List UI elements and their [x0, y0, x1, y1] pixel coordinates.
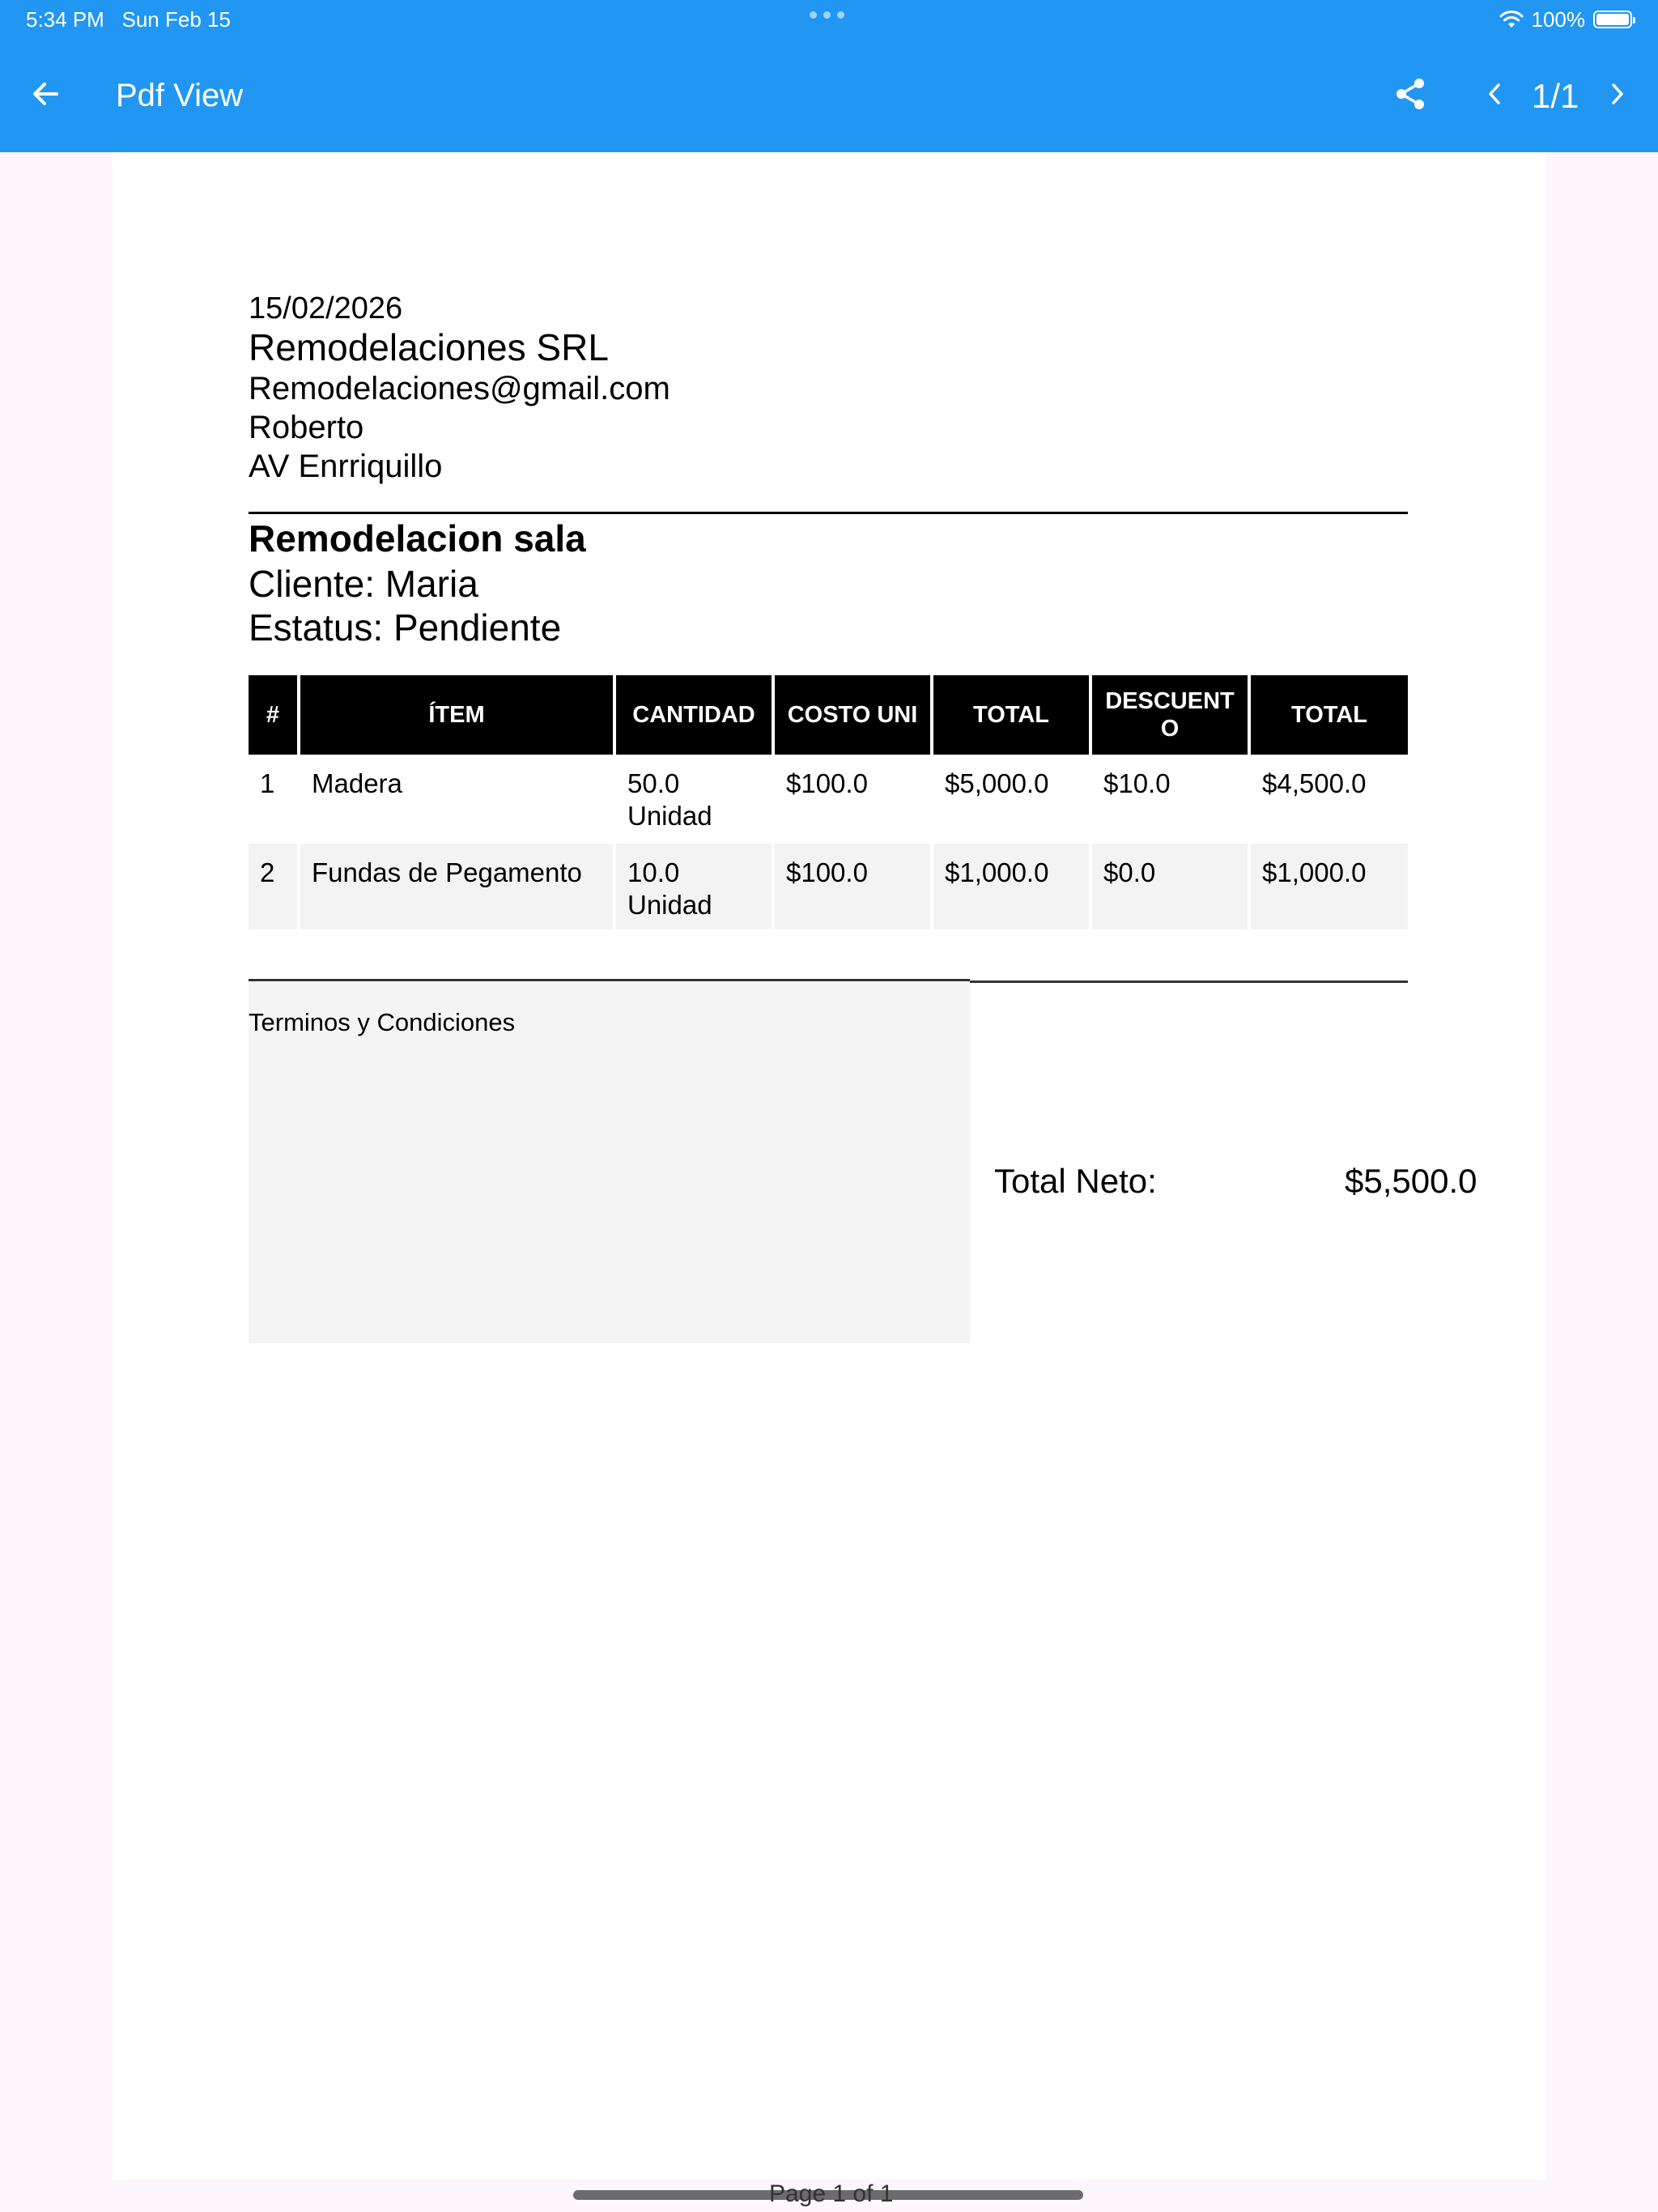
- invoice-date: 15/02/2026: [249, 291, 403, 325]
- column-header-total: TOTAL: [932, 675, 1090, 755]
- table-header-row: [249, 675, 1408, 755]
- cell-quantity: 10.0 Unidad: [614, 844, 773, 929]
- pdf-page[interactable]: [113, 152, 1545, 2180]
- page-title: Pdf View: [116, 78, 244, 113]
- column-header-total-net: TOTAL: [1249, 675, 1408, 755]
- column-header-item: ÍTEM: [299, 675, 614, 755]
- page-footer: Page 1 of 1: [769, 2180, 894, 2207]
- back-arrow-icon: [29, 78, 62, 110]
- status-date: Sun Feb 15: [121, 7, 231, 32]
- cell-item: Fundas de Pegamento: [299, 844, 614, 929]
- battery-percent: 100%: [1531, 7, 1585, 32]
- cell-total: $5,000.0: [932, 755, 1090, 844]
- items-table: [249, 675, 1408, 929]
- cell-unit-cost: $100.0: [773, 755, 932, 844]
- cell-discount: $0.0: [1090, 844, 1249, 929]
- back-button[interactable]: [24, 73, 66, 115]
- status-time: 5:34 PM: [26, 7, 104, 32]
- cell-total-net: $1,000.0: [1249, 844, 1408, 929]
- cell-total-net: $4,500.0: [1249, 755, 1408, 844]
- contact-name: Roberto: [249, 410, 364, 445]
- next-page-button[interactable]: [1601, 74, 1634, 113]
- cell-item: Madera: [299, 755, 614, 844]
- column-header-number: #: [249, 675, 299, 755]
- chevron-left-icon: [1486, 80, 1503, 108]
- cell-discount: $10.0: [1090, 755, 1249, 844]
- total-label: Total Neto:: [994, 1162, 1157, 1200]
- share-icon: [1392, 76, 1428, 112]
- status-bar-right: [1499, 6, 1633, 32]
- client-name: Cliente: Maria: [249, 563, 478, 605]
- chevron-right-icon: [1609, 80, 1626, 108]
- company-email: Remodelaciones@gmail.com: [249, 371, 670, 406]
- page-indicator: 1/1: [1532, 77, 1579, 115]
- share-button[interactable]: [1389, 73, 1431, 115]
- battery-icon: [1593, 11, 1632, 28]
- cell-number: 2: [249, 844, 299, 929]
- header-divider: [249, 512, 1408, 514]
- cell-quantity: 50.0 Unidad: [614, 755, 773, 844]
- project-status: Estatus: Pendiente: [249, 606, 562, 649]
- total-value: $5,500.0: [1345, 1162, 1477, 1200]
- table-row: [249, 844, 1408, 929]
- column-header-unit-cost: COSTO UNI: [773, 675, 932, 755]
- column-header-quantity: CANTIDAD: [614, 675, 773, 755]
- company-name: Remodelaciones SRL: [249, 326, 609, 368]
- terms-label: Terminos y Condiciones: [249, 1008, 516, 1036]
- cell-unit-cost: $100.0: [773, 844, 932, 929]
- wifi-icon: [1499, 10, 1524, 29]
- table-row: [249, 755, 1408, 844]
- multitask-dots-icon[interactable]: [810, 11, 844, 19]
- cell-total: $1,000.0: [932, 844, 1090, 929]
- summary-divider: [249, 979, 970, 981]
- app-bar: [0, 0, 1658, 152]
- status-bar-time: [26, 6, 231, 32]
- summary-divider-right: [970, 981, 1408, 983]
- previous-page-button[interactable]: [1478, 74, 1511, 113]
- column-header-discount: DESCUENT O: [1090, 675, 1249, 755]
- cell-number: 1: [249, 755, 299, 844]
- company-address: AV Enrriquillo: [249, 449, 443, 484]
- project-title: Remodelacion sala: [249, 517, 586, 559]
